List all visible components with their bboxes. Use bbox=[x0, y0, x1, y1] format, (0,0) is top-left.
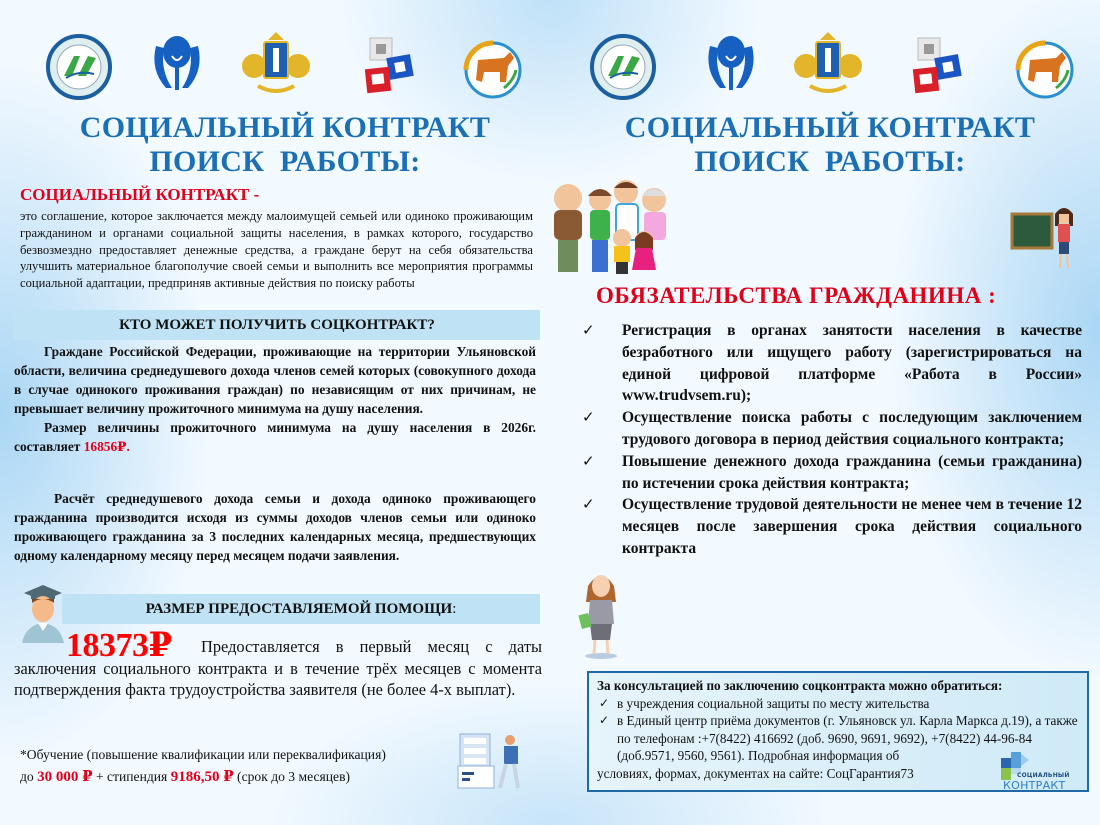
subsistence-minimum-paragraph bbox=[14, 418, 536, 456]
brand-line1: СОЦИАЛЬНЫЙ bbox=[1017, 772, 1070, 779]
training-amount: 30 000 ₽ bbox=[37, 769, 93, 785]
subsistence-minimum-label: Размер величины прожиточного минимума на душу населения в 2026г. составляет bbox=[14, 420, 536, 454]
contact-item-text: в Единый центр приёма документов (г. Ульяновск ул. Карла Маркса д.19), а также по телефонам :+7(8422) 416692 (доб. 9690, 9691, 9692), +7(8422) 44-96-84 (доб.9571, 9560, 9561). Подробная информация об bbox=[617, 713, 1078, 763]
right-title-line2: ПОИСК РАБОТЫ: bbox=[694, 145, 966, 178]
check-icon: ✓ bbox=[582, 321, 595, 339]
who-can-section bbox=[14, 342, 536, 456]
contact-item bbox=[597, 695, 1079, 713]
who-can-paragraph: Граждане Российской Федерации, проживающие на территории Ульяновской области, величина среднедушевого дохода членов семей которых (совокупного дохода в случае одинокого проживания граждан) по независящим от них причинам, не превышает величину прожиточного минимума на душу населения. bbox=[14, 344, 536, 416]
assistance-description bbox=[14, 636, 542, 701]
training-middle: + стипендия bbox=[92, 769, 171, 784]
definition-title: СОЦИАЛЬНЫЙ КОНТРАКТ - bbox=[20, 185, 260, 204]
check-icon: ✓ bbox=[582, 408, 595, 427]
employment-service-emblem-icon bbox=[588, 32, 658, 102]
businesswoman-illustration-icon bbox=[578, 568, 624, 660]
obligation-item bbox=[578, 320, 1082, 407]
income-calculation-text: Расчёт среднедушевого дохода семьи и дохода одиноко проживающего гражданина производится исходя из суммы доходов членов семьи или одиноко проживающего гражданина за 3 последних календарных месяца, предшествующих одному календарному месяцу перед месяцем подачи заявления. bbox=[14, 491, 536, 563]
economy-cubes-logo-icon bbox=[362, 34, 418, 100]
contact-website-line: условиях, формах, документах на сайте: СоцГарантия73 bbox=[597, 765, 914, 781]
left-page-title bbox=[40, 111, 530, 179]
employment-service-emblem-icon bbox=[44, 32, 114, 102]
contact-title: За консультацией по заключению соцконтракта можно обратиться: bbox=[597, 678, 1003, 693]
check-icon: ✓ bbox=[582, 495, 595, 514]
training-prefix: до bbox=[20, 769, 38, 784]
agriculture-logo-icon bbox=[1010, 32, 1080, 102]
left-title-line1: СОЦИАЛЬНЫЙ КОНТРАКТ bbox=[79, 111, 491, 144]
assistance-heading-colon: : bbox=[452, 601, 457, 617]
check-icon: ✓ bbox=[582, 451, 595, 470]
contact-item-text: в учреждения социальной защиты по месту жительства bbox=[617, 695, 930, 711]
social-contract-brand-logo bbox=[995, 752, 1079, 800]
obligation-item bbox=[578, 451, 1082, 495]
graduate-avatar-icon bbox=[18, 583, 68, 643]
check-icon: ✓ bbox=[599, 695, 610, 710]
assistance-heading: РАЗМЕР ПРЕДОСТАВЛЯЕМОЙ ПОМОЩИ bbox=[145, 601, 453, 617]
training-line1: *Обучение (повышение квалификации или переквалификация) bbox=[20, 747, 386, 762]
obligations-list bbox=[578, 320, 1082, 560]
social-protection-emblem-icon bbox=[142, 30, 212, 100]
assistance-heading-band bbox=[62, 594, 540, 624]
assistance-text: Предоставляется в первый месяц с даты заключения социального контракта и в течение трёх месяцев с момента подтверждения факта трудоустройства заявителя (не более 4-х выплат). bbox=[14, 637, 542, 699]
right-page-title bbox=[590, 111, 1070, 179]
obligations-heading: ОБЯЗАТЕЛЬСТВА ГРАЖДАНИНА : bbox=[596, 283, 997, 308]
obligation-item bbox=[578, 494, 1082, 559]
training-line2 bbox=[20, 766, 460, 788]
right-title-line1: СОЦИАЛЬНЫЙ КОНТРАКТ bbox=[624, 111, 1036, 144]
training-illustration-icon bbox=[456, 730, 528, 795]
stipend-amount: 9186,50 ₽ bbox=[170, 769, 234, 785]
training-suffix: (срок до 3 месяцев) bbox=[233, 769, 351, 784]
obligation-text: Повышение денежного дохода гражданина (семьи гражданина) по истечении срока действия контракта; bbox=[622, 452, 1082, 492]
social-protection-emblem-icon bbox=[696, 30, 766, 100]
economy-cubes-logo-icon bbox=[910, 34, 966, 100]
ulyanovsk-coat-of-arms-icon bbox=[792, 30, 864, 102]
obligation-text: Регистрация в органах занятости населения в качестве безработного или ищущего работу (зарегистрироваться на единой цифровой платформе «Работа в России» www.trudvsem.ru); bbox=[622, 322, 1082, 405]
who-can-heading: КТО МОЖЕТ ПОЛУЧИТЬ СОЦКОНТРАКТ? bbox=[14, 310, 540, 340]
training-info bbox=[20, 744, 460, 788]
teacher-illustration-icon bbox=[1010, 200, 1080, 270]
brand-line2: КОНТРАКТ bbox=[1003, 779, 1066, 792]
definition-text: это соглашение, которое заключается между малоимущей семьей или одиноко проживающим гражданином и органами социальной защиты населения, в рамках которого, государство безвозмездно предоставляет денежные средства, а граждане берут на себя обязательства улучшить материальное благополучие своей семьи и выполнить все мероприятия программы социальной адаптации, предприняв активные действия по поиску работы bbox=[20, 209, 533, 291]
obligation-text: Осуществление поиска работы с последующим заключением трудового договора в период действия социального контракта; bbox=[622, 409, 1082, 448]
ulyanovsk-coat-of-arms-icon bbox=[240, 30, 312, 102]
obligation-text: Осуществление трудовой деятельности не менее чем в течение 12 месяцев после завершения срока действия социального контракта bbox=[622, 496, 1082, 557]
left-title-line2: ПОИСК РАБОТЫ: bbox=[149, 145, 421, 178]
family-illustration-icon bbox=[540, 178, 680, 278]
check-icon: ✓ bbox=[599, 713, 610, 727]
agriculture-logo-icon bbox=[458, 32, 528, 102]
assistance-amount: 18373₽ bbox=[66, 627, 172, 664]
obligation-item bbox=[578, 407, 1082, 451]
subsistence-minimum-value: 16856₽. bbox=[83, 439, 130, 454]
